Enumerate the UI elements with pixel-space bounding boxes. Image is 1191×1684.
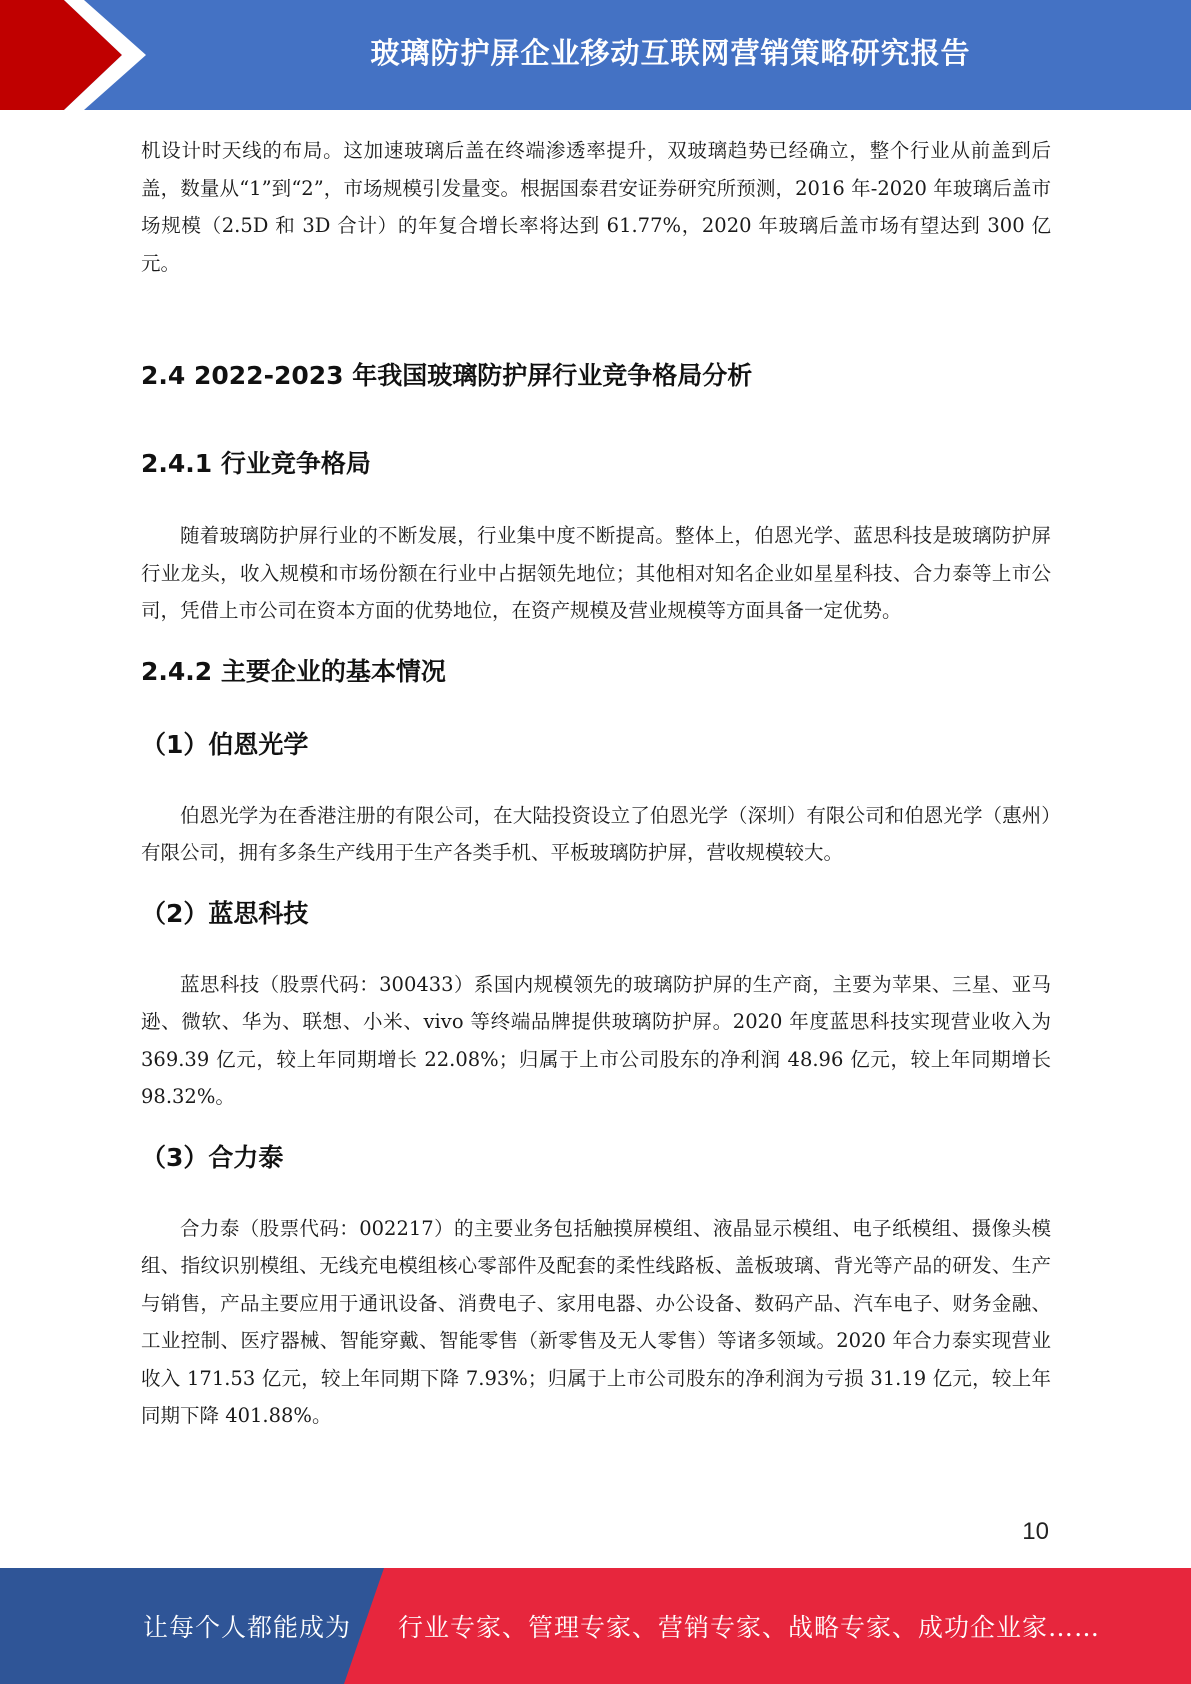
footer-slogan-left: 让每个人都能成为 <box>143 1613 352 1642</box>
paragraph-company-3: 合力泰（股票代码：002217）的主要业务包括触摸屏模组、液晶显示模组、电子纸模组、摄像头模组、指纹识别模组、无线充电模组核心零部件及配套的柔性线路板、盖板玻璃、背光等产品的研发、生产与销售，产品主要应用于通讯设备、消费电子、家用电器、办公设备、数码产品、汽车电子、财务金融、工业控制、医疗器械、智能穿戴、智能零售（新零售及无人零售）等诸多领域。2020 年合力泰实现营业收入 171.53 亿元，较上年同期下降 7.93%；归属于上市公司股东的净利润为亏损 31.19 亿元，较上年同期下降 401.88%。 <box>141 1216 1051 1427</box>
section-heading-2-4-2: 2.4.2 主要企业的基本情况 <box>141 656 446 686</box>
footer-slogan-right: 行业专家、管理专家、营销专家、战略专家、成功企业家…… <box>398 1613 1101 1642</box>
page-content <box>141 132 1051 1435</box>
section-heading-2-4: 2.4 2022-2023 年我国玻璃防护屏行业竞争格局分析 <box>141 361 753 390</box>
paragraph-company-2: 蓝思科技（股票代码：300433）系国内规模领先的玻璃防护屏的生产商，主要为苹果、三星、亚马逊、微软、华为、联想、小米、vivo 等终端品牌提供玻璃防护屏。2020 年度蓝思科技实现营业收入为 369.39 亿元，较上年同期增长 22.08%；归属于上市公司股东的净利润 48.96 亿元，较上年同期增长 98.32%。 <box>141 972 1051 1108</box>
section-heading-2-4-1: 2.4.1 行业竞争格局 <box>141 449 371 478</box>
paragraph-company-1: 伯恩光学为在香港注册的有限公司，在大陆投资设立了伯恩光学（深圳）有限公司和伯恩光学（惠州）有限公司，拥有多条生产线用于生产各类手机、平板玻璃防护屏，营收规模较大。 <box>141 803 1051 864</box>
company-heading-2: （2）蓝思科技 <box>141 898 309 928</box>
company-heading-1: （1）伯恩光学 <box>141 729 309 759</box>
document-title: 玻璃防护屏企业移动互联网营销策略研究报告 <box>370 35 971 70</box>
company-heading-3: （3）合力泰 <box>141 1142 284 1172</box>
page-number: 10 <box>1022 1518 1049 1545</box>
page-header <box>0 0 1191 110</box>
paragraph-intro: 机设计时天线的布局。这加速玻璃后盖在终端渗透率提升，双玻璃趋势已经确立，整个行业从前盖到后盖，数量从“1”到“2”，市场规模引发量变。根据国泰君安证券研究所预测，2016 年-2020 年玻璃后盖市场规模（2.5D 和 3D 合计）的年复合增长率将达到 61.77%，2020 年玻璃后盖市场有望达到 300 亿元。 <box>141 139 1051 275</box>
paragraph-competition: 随着玻璃防护屏行业的不断发展，行业集中度不断提高。整体上，伯恩光学、蓝思科技是玻璃防护屏行业龙头，收入规模和市场份额在行业中占据领先地位；其他相对知名企业如星星科技、合力泰等上市公司，凭借上市公司在资本方面的优势地位，在资产规模及营业规模等方面具备一定优势。 <box>141 524 1051 622</box>
page-footer <box>0 1568 1191 1684</box>
